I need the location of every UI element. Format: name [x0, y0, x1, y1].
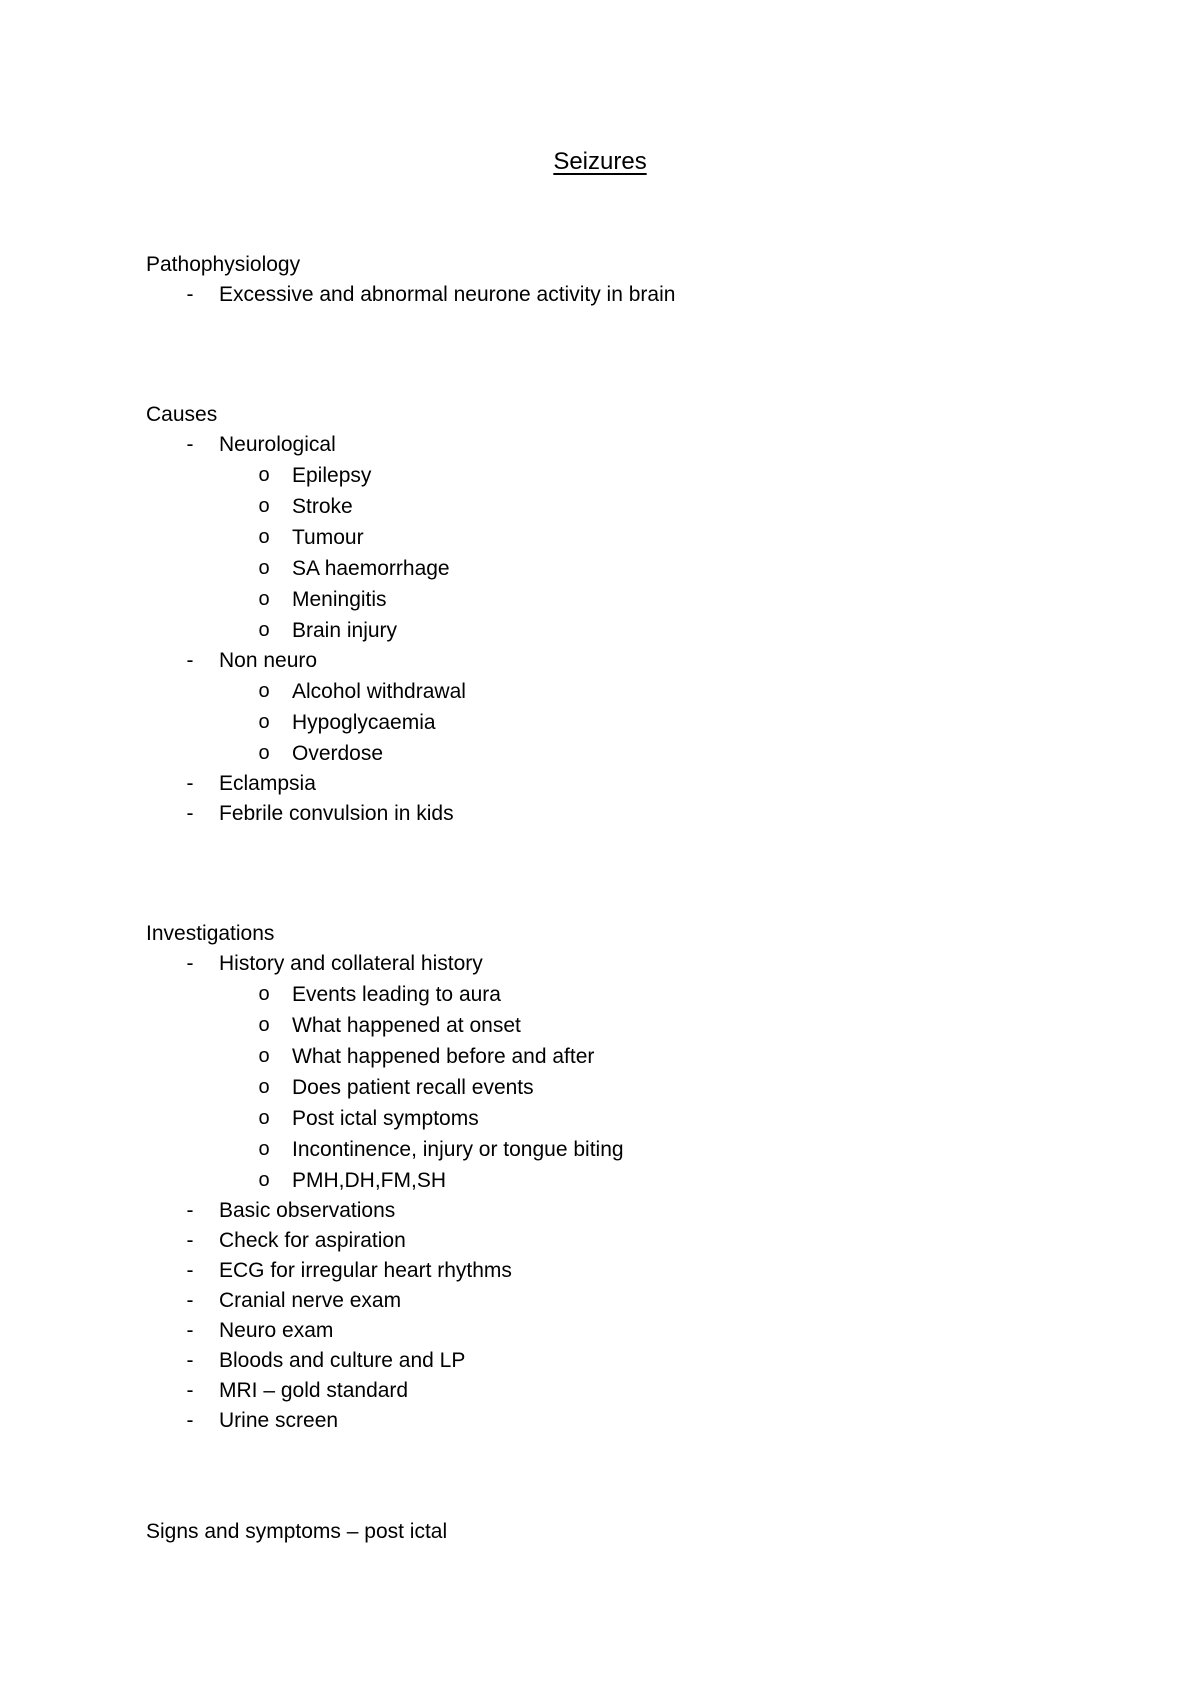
signs-section	[146, 1517, 1096, 1547]
bullet-marker: o	[258, 526, 270, 548]
bullet-marker: o	[258, 557, 270, 579]
bullet-marker: o	[258, 464, 270, 486]
bullet-marker: o	[258, 680, 270, 702]
document-title: Seizures	[553, 148, 647, 175]
investigations-section	[146, 919, 1096, 1436]
dash-marker: -	[186, 1349, 194, 1372]
section-heading: Investigations	[146, 922, 275, 945]
dash-marker: -	[186, 802, 194, 825]
bullet-marker: o	[258, 742, 270, 764]
dash-marker: -	[186, 649, 194, 672]
sub-list-item: o What happened before and after	[146, 1041, 1096, 1072]
dash-marker: -	[186, 1319, 194, 1342]
sub-list-item: o Alcohol withdrawal	[146, 676, 1096, 707]
list-item: - Basic observations	[146, 1196, 1096, 1226]
bullet-marker: o	[258, 1169, 270, 1191]
list-item: - History and collateral history	[146, 949, 1096, 979]
bullet-marker: o	[258, 1107, 270, 1129]
list-item: - Febrile convulsion in kids	[146, 799, 1096, 829]
bullet-marker: o	[258, 1076, 270, 1098]
dash-marker: -	[186, 283, 194, 306]
list-item: - Check for aspiration	[146, 1226, 1096, 1256]
list-item: - ECG for irregular heart rhythms	[146, 1256, 1096, 1286]
list-item: - Neuro exam	[146, 1316, 1096, 1346]
sub-list-item: o Stroke	[146, 491, 1096, 522]
list-item: - Neurological	[146, 430, 1096, 460]
sub-list-item: o Epilepsy	[146, 460, 1096, 491]
bullet-marker: o	[258, 1045, 270, 1067]
dash-marker: -	[186, 1229, 194, 1252]
bullet-marker: o	[258, 495, 270, 517]
section-heading: Signs and symptoms – post ictal	[146, 1520, 448, 1543]
causes-section	[146, 400, 1096, 829]
bullet-marker: o	[258, 1014, 270, 1036]
sub-list-item: o Does patient recall events	[146, 1072, 1096, 1103]
sub-list-item: o Overdose	[146, 738, 1096, 769]
list-item: - Cranial nerve exam	[146, 1286, 1096, 1316]
bullet-marker: o	[258, 619, 270, 641]
bullet-marker: o	[258, 983, 270, 1005]
list-item: - Bloods and culture and LP	[146, 1346, 1096, 1376]
sub-list-item: o Meningitis	[146, 584, 1096, 615]
list-item: - Non neuro	[146, 646, 1096, 676]
dash-marker: -	[186, 1199, 194, 1222]
sub-list-item: o Tumour	[146, 522, 1096, 553]
sub-list-item: o Post ictal symptoms	[146, 1103, 1096, 1134]
dash-marker: -	[186, 1379, 194, 1402]
dash-marker: -	[186, 1259, 194, 1282]
sub-list-item: o Brain injury	[146, 615, 1096, 646]
sub-list-item: o What happened at onset	[146, 1010, 1096, 1041]
dash-marker: -	[186, 433, 194, 456]
dash-marker: -	[186, 1409, 194, 1432]
bullet-marker: o	[258, 711, 270, 733]
dash-marker: -	[186, 1289, 194, 1312]
dash-marker: -	[186, 772, 194, 795]
list-item: - Excessive and abnormal neurone activity in brain	[146, 280, 1096, 310]
section-heading: Causes	[146, 403, 218, 426]
section-heading: Pathophysiology	[146, 253, 301, 276]
list-item: - Urine screen	[146, 1406, 1096, 1436]
sub-list-item: o Events leading to aura	[146, 979, 1096, 1010]
sub-list-item: o Hypoglycaemia	[146, 707, 1096, 738]
list-item: - Eclampsia	[146, 769, 1096, 799]
sub-list-item: o PMH,DH,FM,SH	[146, 1165, 1096, 1196]
list-item: - MRI – gold standard	[146, 1376, 1096, 1406]
pathophysiology-section	[146, 250, 1096, 310]
dash-marker: -	[186, 952, 194, 975]
sub-list-item: o Incontinence, injury or tongue biting	[146, 1134, 1096, 1165]
bullet-marker: o	[258, 1138, 270, 1160]
bullet-marker: o	[258, 588, 270, 610]
sub-list-item: o SA haemorrhage	[146, 553, 1096, 584]
